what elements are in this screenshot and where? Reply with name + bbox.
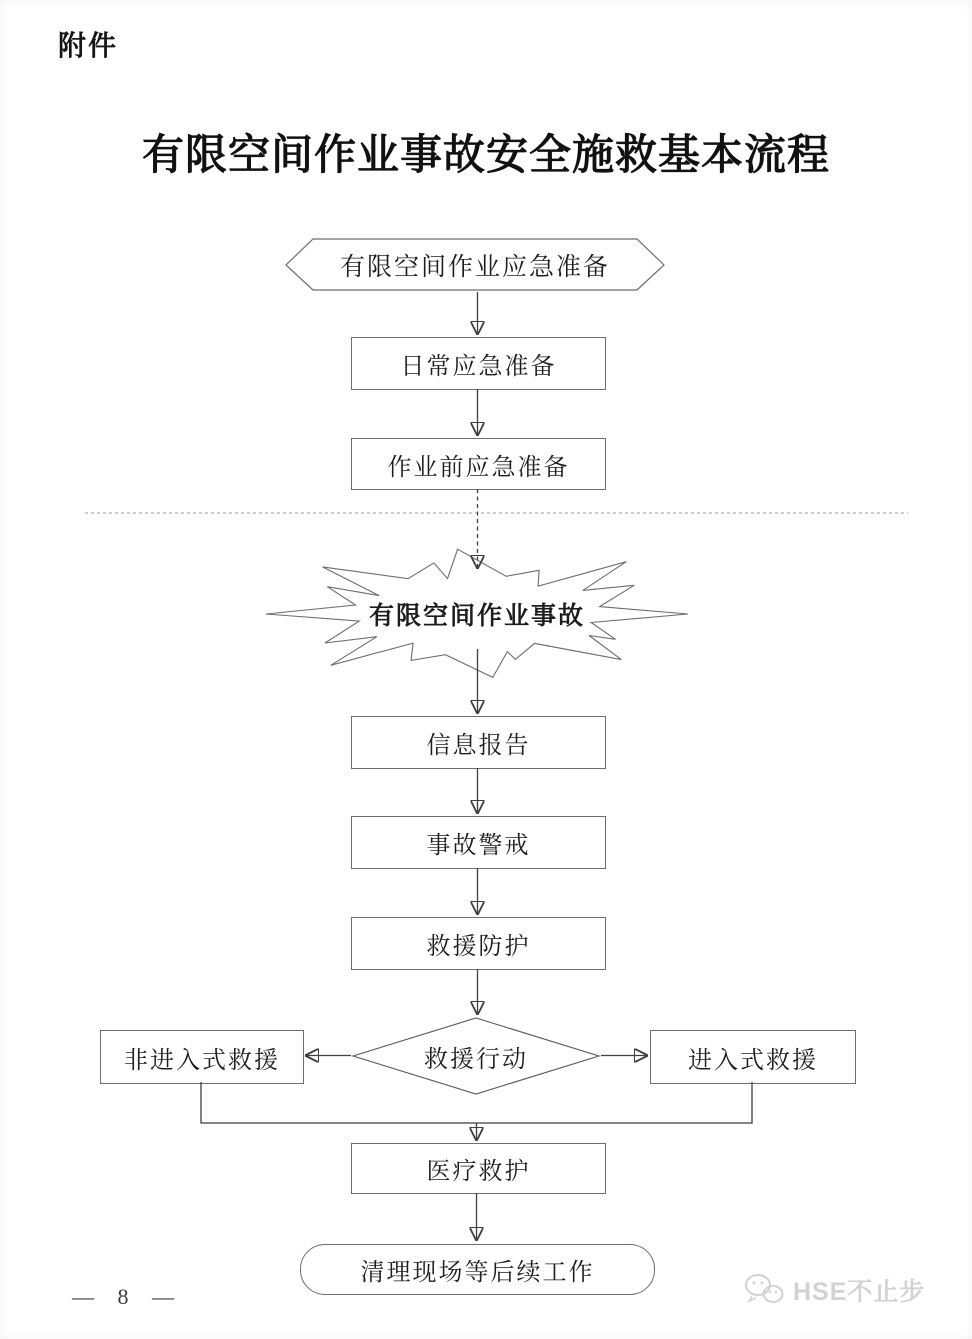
page-number: — 8 — (72, 1284, 183, 1309)
node-label: 有限空间作业应急准备 (339, 252, 610, 281)
attachment-label: 附件 (58, 30, 119, 61)
page-title: 有限空间作业事故安全施救基本流程 (141, 133, 830, 179)
node-label: 信息报告 (426, 732, 531, 759)
node-accident (261, 538, 693, 690)
node-medical-aid (351, 1143, 606, 1194)
node-label: 医疗救护 (426, 1158, 531, 1185)
node-non-entry-rescue (100, 1030, 304, 1084)
node-daily-prep (351, 337, 606, 390)
node-emergency-prep (285, 238, 665, 291)
node-accident-alert (351, 816, 606, 869)
node-label: 有限空间作业事故 (368, 602, 585, 630)
node-rescue-action (351, 1017, 601, 1095)
node-label: 作业前应急准备 (387, 453, 570, 481)
node-label: 日常应急准备 (400, 353, 557, 380)
node-rescue-protection (351, 917, 606, 970)
watermark-text: HSE不止步 (793, 1278, 926, 1306)
node-entry-rescue (650, 1030, 856, 1084)
node-label: 救援行动 (424, 1045, 528, 1073)
node-label: 非进入式救援 (124, 1046, 280, 1074)
watermark (742, 1272, 925, 1308)
node-label: 救援防护 (426, 933, 531, 960)
wechat-icon (742, 1272, 786, 1308)
node-label: 清理现场等后续工作 (360, 1259, 595, 1286)
node-info-report (351, 716, 606, 769)
node-cleanup (300, 1244, 655, 1295)
node-label: 事故警戒 (426, 832, 531, 859)
node-pre-work-prep (351, 438, 606, 490)
node-label: 进入式救援 (688, 1046, 818, 1074)
